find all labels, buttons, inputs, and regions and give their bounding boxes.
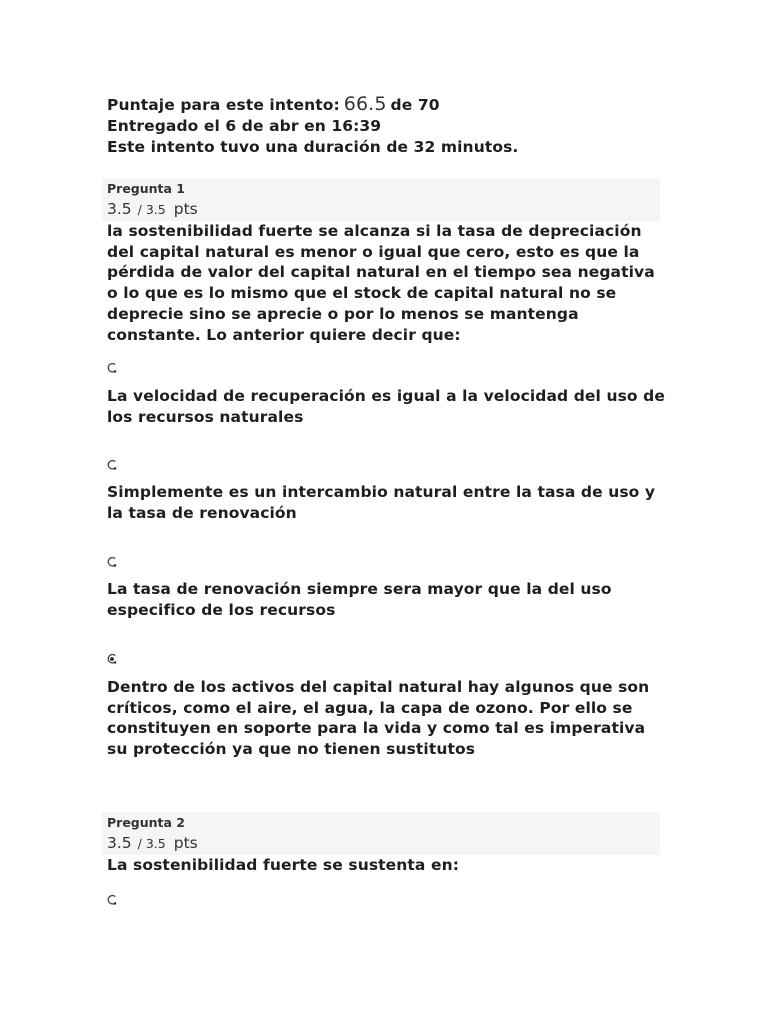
answer-radio-q2-1[interactable] — [106, 894, 118, 906]
question-points — [107, 834, 198, 852]
points-max: / 3.5 — [137, 836, 166, 851]
question-title: Pregunta 1 — [107, 181, 186, 196]
radio-selected-icon — [106, 653, 118, 665]
radio-unselected-icon — [106, 459, 118, 471]
question-title: Pregunta 2 — [107, 815, 186, 830]
answer-option-2: Simplemente es un intercambio natural entre la tasa de uso y la tasa de renovación — [107, 483, 656, 522]
points-max: / 3.5 — [137, 202, 166, 217]
score-label: Puntaje para este intento: — [107, 96, 340, 114]
attempt-summary — [107, 94, 518, 158]
question-2-text: La sostenibilidad fuerte se sustenta en: — [107, 856, 460, 874]
score-total: de 70 — [390, 96, 440, 114]
answer-radio-3[interactable] — [106, 556, 118, 568]
question-2-header — [102, 812, 660, 855]
score-value: 66.5 — [343, 93, 387, 115]
radio-unselected-icon — [106, 556, 118, 568]
answer-option-4: Dentro de los activos del capital natural hay algunos que son críticos, como el aire, el agua, la capa de ozono. Por ello se constituyen en soporte para la vida y como tal es imperativa su protección ya que no tienen sustitutos — [107, 678, 650, 759]
attempt-duration: Este intento tuvo una duración de 32 minutos. — [107, 138, 519, 156]
answer-radio-4-selected[interactable] — [106, 653, 118, 665]
question-points — [107, 200, 198, 218]
radio-unselected-icon — [106, 894, 118, 906]
radio-unselected-icon — [106, 362, 118, 374]
submitted-date: Entregado el 6 de abr en 16:39 — [107, 117, 382, 135]
question-1-text: la sostenibilidad fuerte se alcanza si la tasa de depreciación del capital natural es menor o igual que cero, esto es que la pérdida de valor del capital natural en el tiempo sea negativa o lo que es lo mismo que el stock de capital natural no se deprecie sino se aprecie o por lo menos se mantenga constante. Lo anterior quiere decir que: — [107, 222, 655, 344]
points-earned: 3.5 — [107, 200, 132, 218]
answer-option-3: La tasa de renovación siempre sera mayor que la del uso especifico de los recursos — [107, 580, 612, 619]
answer-radio-1[interactable] — [106, 362, 118, 374]
answer-option-1: La velocidad de recuperación es igual a la velocidad del uso de los recursos naturales — [107, 387, 665, 426]
points-earned: 3.5 — [107, 834, 132, 852]
points-unit: pts — [173, 200, 198, 218]
answer-radio-2[interactable] — [106, 459, 118, 471]
score-line — [107, 94, 518, 116]
points-unit: pts — [173, 834, 198, 852]
question-1-header — [102, 178, 660, 221]
